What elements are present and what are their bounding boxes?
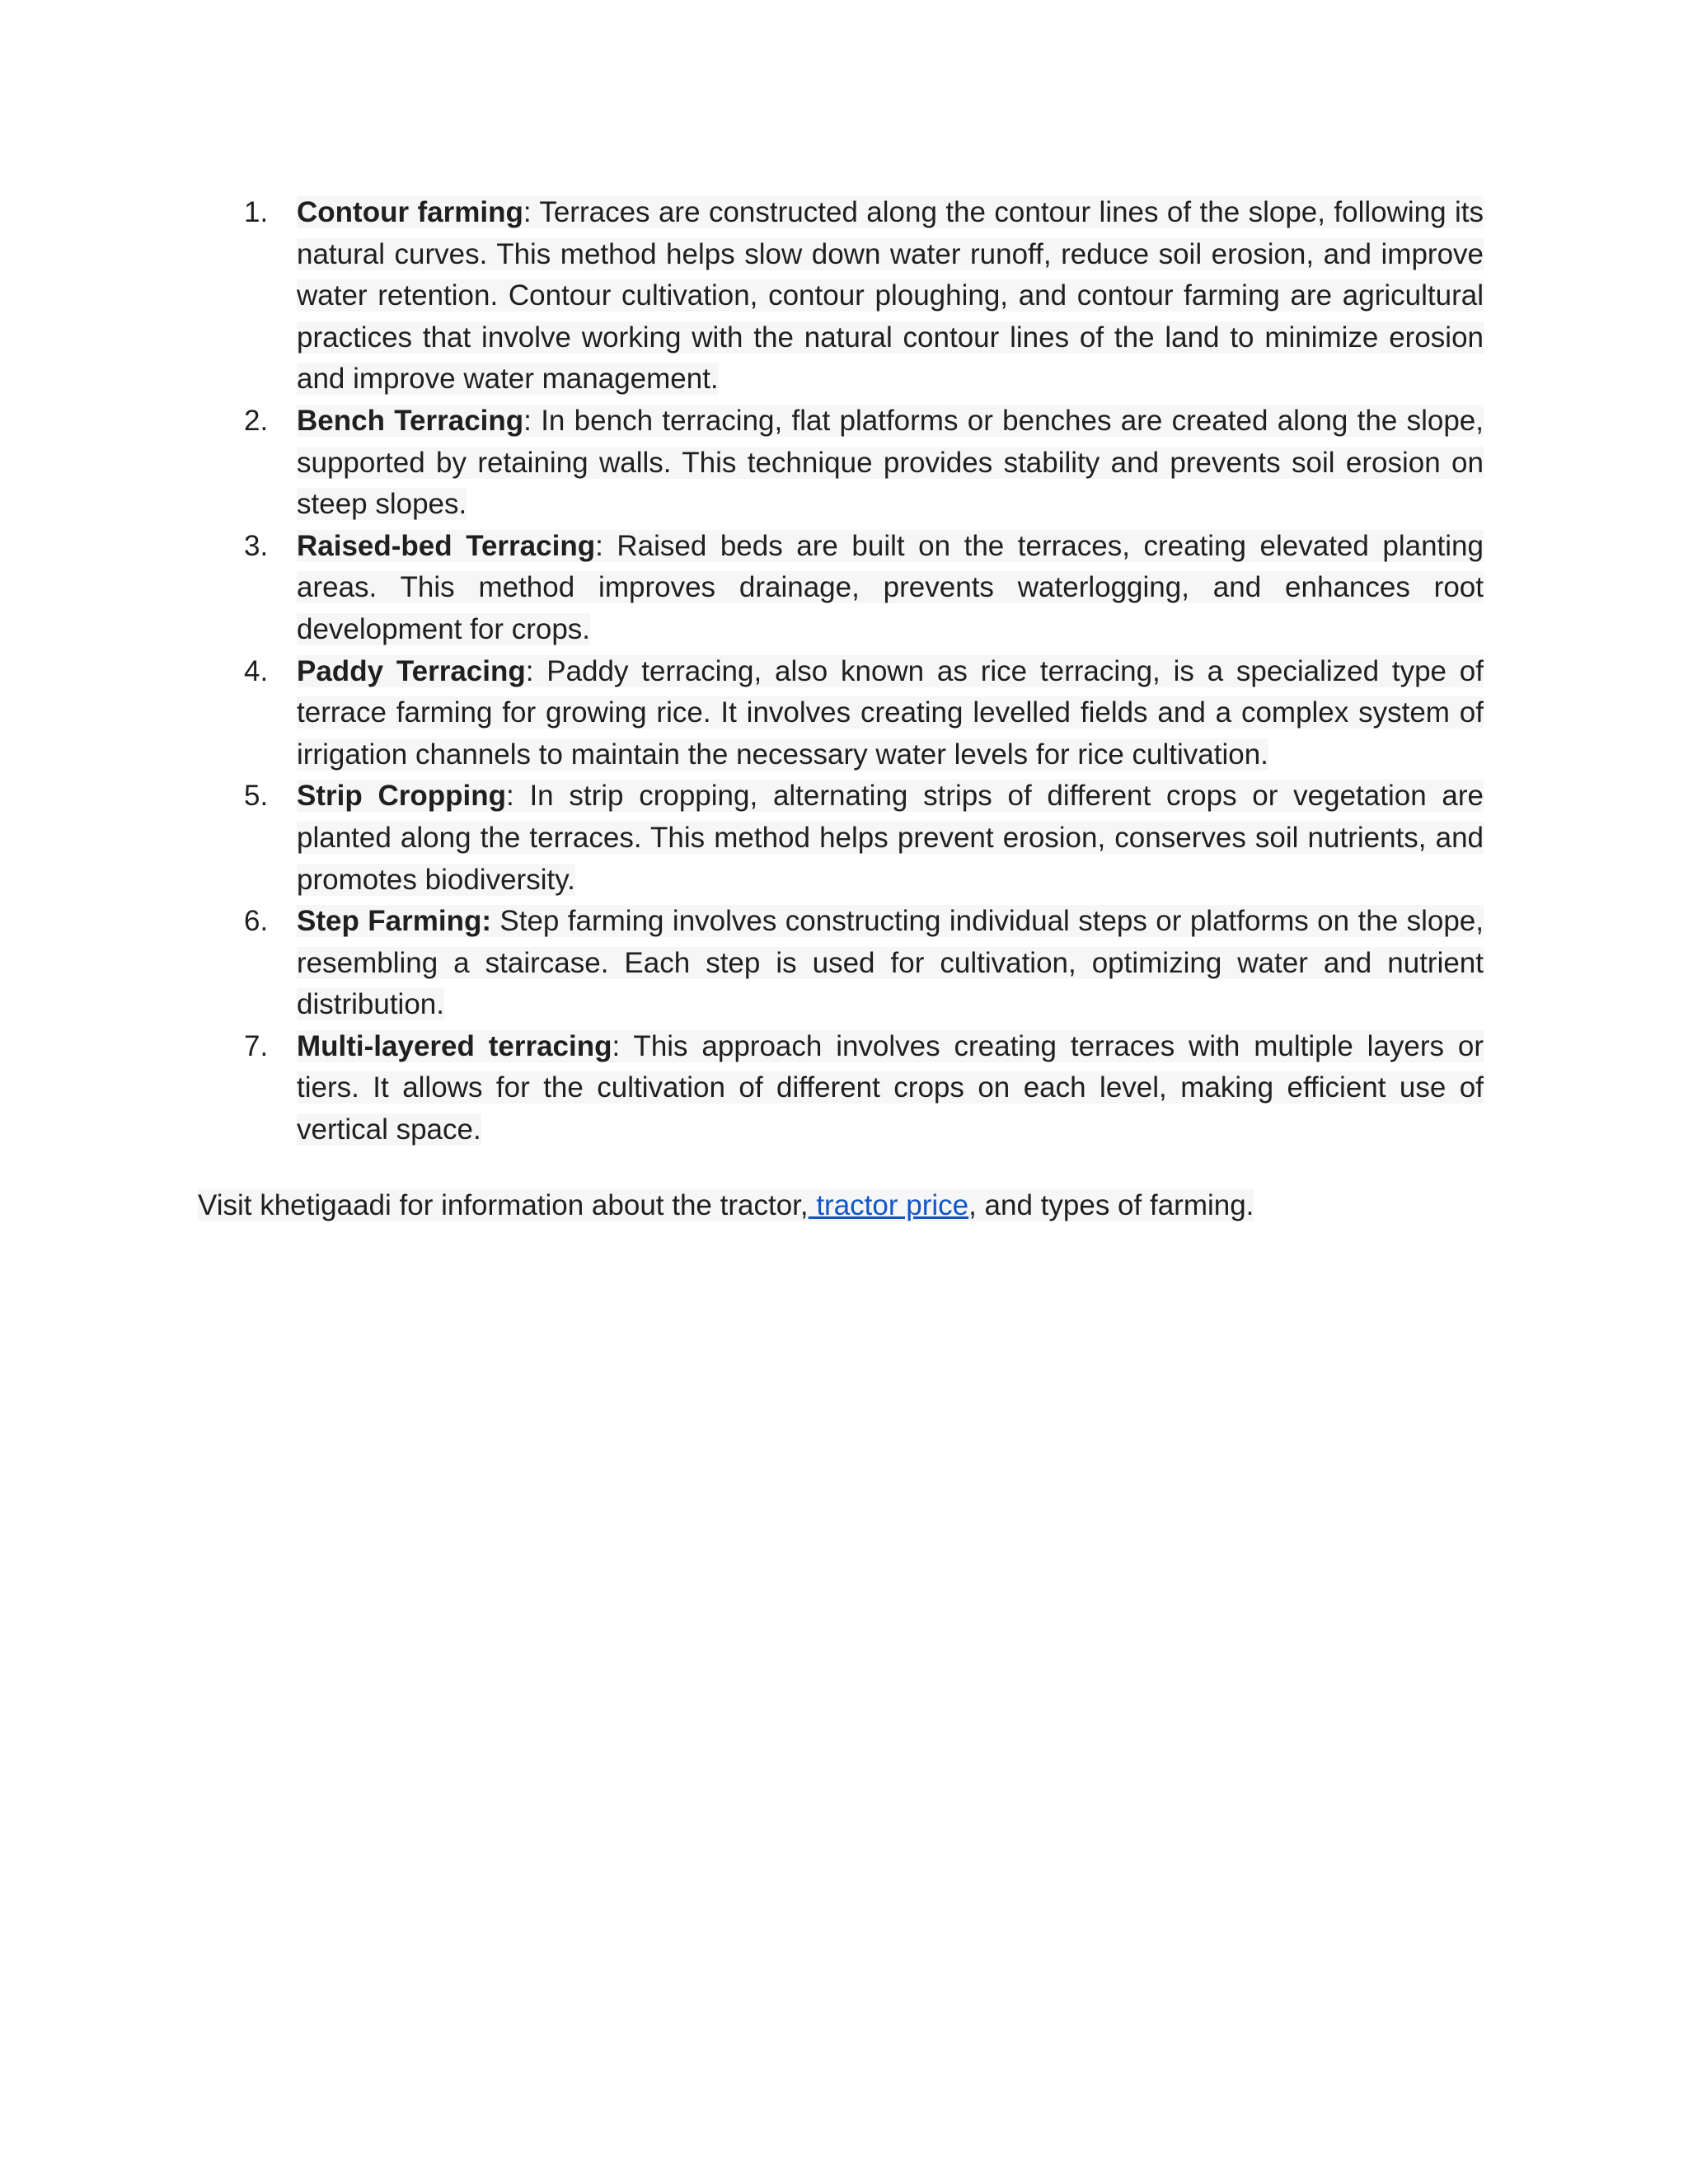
footer-text-after: , and types of farming. [968, 1189, 1254, 1221]
list-item-text [297, 651, 1484, 776]
list-item-description: : In strip cropping, alternating strips of different crops or vegetation are planted along the terraces. This method helps prevent erosion, conserves soil nutrients, and promotes biodiversity. [297, 780, 1484, 896]
list-item [198, 901, 1484, 1026]
list-item-text [297, 1026, 1484, 1151]
list-item [198, 526, 1484, 651]
list-item-text [297, 192, 1484, 401]
list-item-description: : This approach involves creating terraces with multiple layers or tiers. It allows for the cultivation of different crops on each level, making efficient use of vertical space. [297, 1029, 1484, 1146]
list-item [198, 776, 1484, 901]
list-item [198, 651, 1484, 776]
list-item-number: 7. [244, 1029, 269, 1062]
list-item-term: Paddy Terracing [297, 654, 526, 687]
list-item-description: : Paddy terracing, also known as rice terracing, is a specialized type of terrace farming for growing rice. It involves creating levelled fields and a complex system of irrigation channels to maintain the necessary water levels for rice cultivation. [297, 654, 1484, 771]
list-item [198, 1026, 1484, 1151]
list-item-number: 3. [244, 529, 269, 562]
terracing-methods-list [198, 192, 1484, 1151]
list-item-text [297, 776, 1484, 901]
list-item-term: Multi-layered terracing [297, 1029, 612, 1062]
list-item [198, 192, 1484, 401]
list-item-term: Strip Cropping [297, 780, 506, 813]
list-item-term: Raised-bed Terracing [297, 529, 596, 562]
list-item-description: : Terraces are constructed along the contour lines of the slope, following its natural curves. This method helps slow down water runoff, reduce soil erosion, and improve water retention. Contour cultivation, contour ploughing, and contour farming are agricultural practices that involve working with the natural contour lines of the land to minimize erosion and improve water management. [297, 196, 1484, 396]
list-item-description: : Raised beds are built on the terraces, creating elevated planting areas. This method improves drainage, prevents waterlogging, and enhances root development for crops. [297, 529, 1484, 645]
list-item-description: Step farming involves constructing individual steps or platforms on the slope, resembling a staircase. Each step is used for cultivation, optimizing water and nutrient distribution. [297, 905, 1484, 1021]
list-item-term: Step Farming: [297, 905, 491, 938]
list-item-description: : In bench terracing, flat platforms or benches are created along the slope, supported by retaining walls. This technique provides stability and prevents soil erosion on steep slopes. [297, 404, 1484, 521]
footer-text-before: Visit khetigaadi for information about the tractor, [198, 1189, 809, 1221]
list-item-text [297, 401, 1484, 526]
list-item-text [297, 901, 1484, 1026]
list-item-number: 6. [244, 905, 269, 938]
list-item-number: 5. [244, 780, 269, 813]
list-item-number: 2. [244, 404, 269, 437]
list-item-number: 1. [244, 196, 269, 228]
list-item-term: Bench Terracing [297, 404, 524, 437]
list-item-term: Contour farming [297, 196, 523, 228]
tractor-price-link[interactable]: tractor price [808, 1189, 969, 1221]
list-item [198, 401, 1484, 526]
list-item-text [297, 526, 1484, 651]
list-item-number: 4. [244, 654, 269, 687]
footer-paragraph [198, 1185, 1517, 1227]
